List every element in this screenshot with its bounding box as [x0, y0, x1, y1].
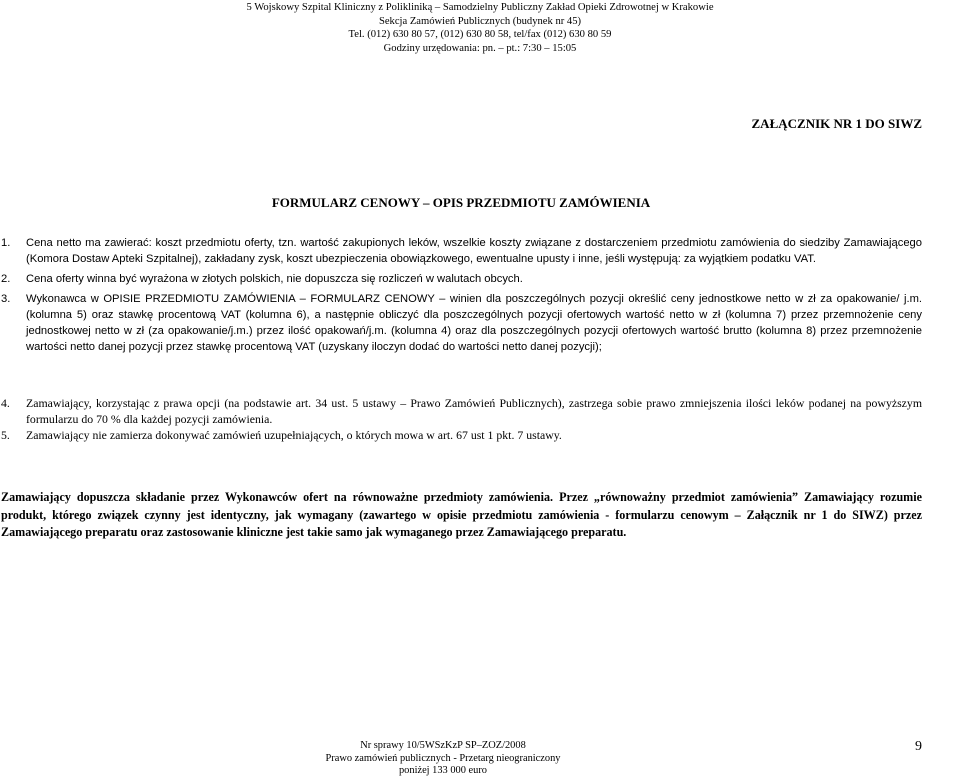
instructions-list-part-3 — [1, 396, 922, 443]
list-item-number: 2. — [1, 273, 11, 285]
header-section-name: Sekcja Zamówień Publicznych (budynek nr 45) — [378, 15, 582, 27]
header-institution-name: 5 Wojskowy Szpital Kliniczny z Polikliniką – Samodzielny Publiczny Zakład Opieki Zdrowotnej w Krakowie — [246, 2, 714, 13]
document-footer — [0, 740, 886, 778]
list-item-number: 5. — [1, 427, 10, 442]
annex-title: ZAŁĄCZNIK NR 1 DO SIWZ — [751, 116, 922, 131]
list-item-text: Zamawiający nie zamierza dokonywać zamówień uzupełniających, o których mowa w art. 67 ust 1 pkt. 7 ustawy. — [26, 427, 562, 442]
document-header — [0, 1, 960, 55]
list-item-text-part: Wykonawca w OPISIE PRZEDMIOTU ZAMÓWIENIA – FORMULARZ CENOWY – winien dla poszczególnych pozycji określić ceny jednostkowe netto w zł za opakowanie/ j.m. (kolumna 5) oraz stawkę procentową VAT (kolumna 6), a następnie obliczyć dla poszczególnych pozycji ofertowych wartość netto w zł (kolumna 7) przez przemnożenie ceny jednostkowej netto w zł (za opakowanie/j.m.) przez ilość opakowań/j.m. (kolumna 4) oraz dla poszczególnych pozycji ofertowych wartość brutto (kolumna 8) przez przemnożenie wartości netto danej pozycji przez stawkę procentową VAT (uzyskany iloczyn dodać do wartości netto danej pozycji); — [26, 293, 922, 353]
header-office-hours: Godziny urzędowania: pn. – pt.: 7:30 – 15:05 — [383, 42, 577, 54]
list-item-text: Cena oferty winna być wyrażona w złotych polskich, nie dopuszcza się rozliczeń w walutach obcych. — [26, 273, 523, 285]
list-item-number: 3. — [1, 293, 11, 305]
list-item-text: Cena netto ma zawierać: koszt przedmiotu oferty, tzn. wartość zakupionych leków, wszelkie koszty związane z dostarczeniem przedmiotu zamówienia do siedziby Zamawiającego (Komora Dostaw Apteki Szpitalnej), zakładany zysk, koszt ubezpieczenia obowiązkowego, ewentualne upusty i inne, jeśli występują: za wyjątkiem podatku VAT. — [26, 237, 922, 265]
list-item — [1, 235, 922, 267]
list-item — [1, 291, 922, 355]
list-item — [1, 428, 922, 444]
list-item — [1, 396, 922, 428]
footer-case-number: Nr sprawy 10/5WSzKzP SP–ZOZ/2008 — [360, 740, 526, 751]
footer-threshold: poniżej 133 000 euro — [398, 765, 487, 777]
page-number: 9 — [915, 739, 922, 754]
form-title: FORMULARZ CENOWY – OPIS PRZEDMIOTU ZAMÓWIENIA — [271, 195, 651, 210]
instructions-list-part-1 — [1, 235, 922, 355]
list-item-text: Zamawiający, korzystając z prawa opcji (na podstawie art. 34 ust. 5 ustawy – Prawo Zamówień Publicznych), zastrzega sobie prawo zmniejszenia ilości leków podanej na powyższym formularzu do 70 % dla każdej pozycji zamówienia. — [26, 396, 922, 426]
list-item-number: 1. — [1, 237, 11, 249]
equivalent-products-paragraph: Zamawiający dopuszcza składanie przez Wykonawców ofert na równoważne przedmioty zamówienia. Przez „równoważny przedmiot zamówienia” Zamawiający rozumie produkt, którego związek czynny jest identyczny, jak wymagany (zawartego w opisie przedmiotu zamówienia - formularzu cenowym – Załącznik nr 1 do SIWZ) przez Zamawiającego preparatu oraz zastosowanie kliniczne jest takie samo jak wymaganego przez Zamawiającego preparatu. — [1, 490, 922, 539]
list-item-number: 4. — [1, 396, 10, 410]
list-item — [1, 271, 922, 287]
header-phone-numbers: Tel. (012) 630 80 57, (012) 630 80 58, tel/fax (012) 630 80 59 — [348, 29, 612, 41]
footer-procedure-type: Prawo zamówień publicznych - Przetarg nieograniczony — [325, 752, 561, 764]
